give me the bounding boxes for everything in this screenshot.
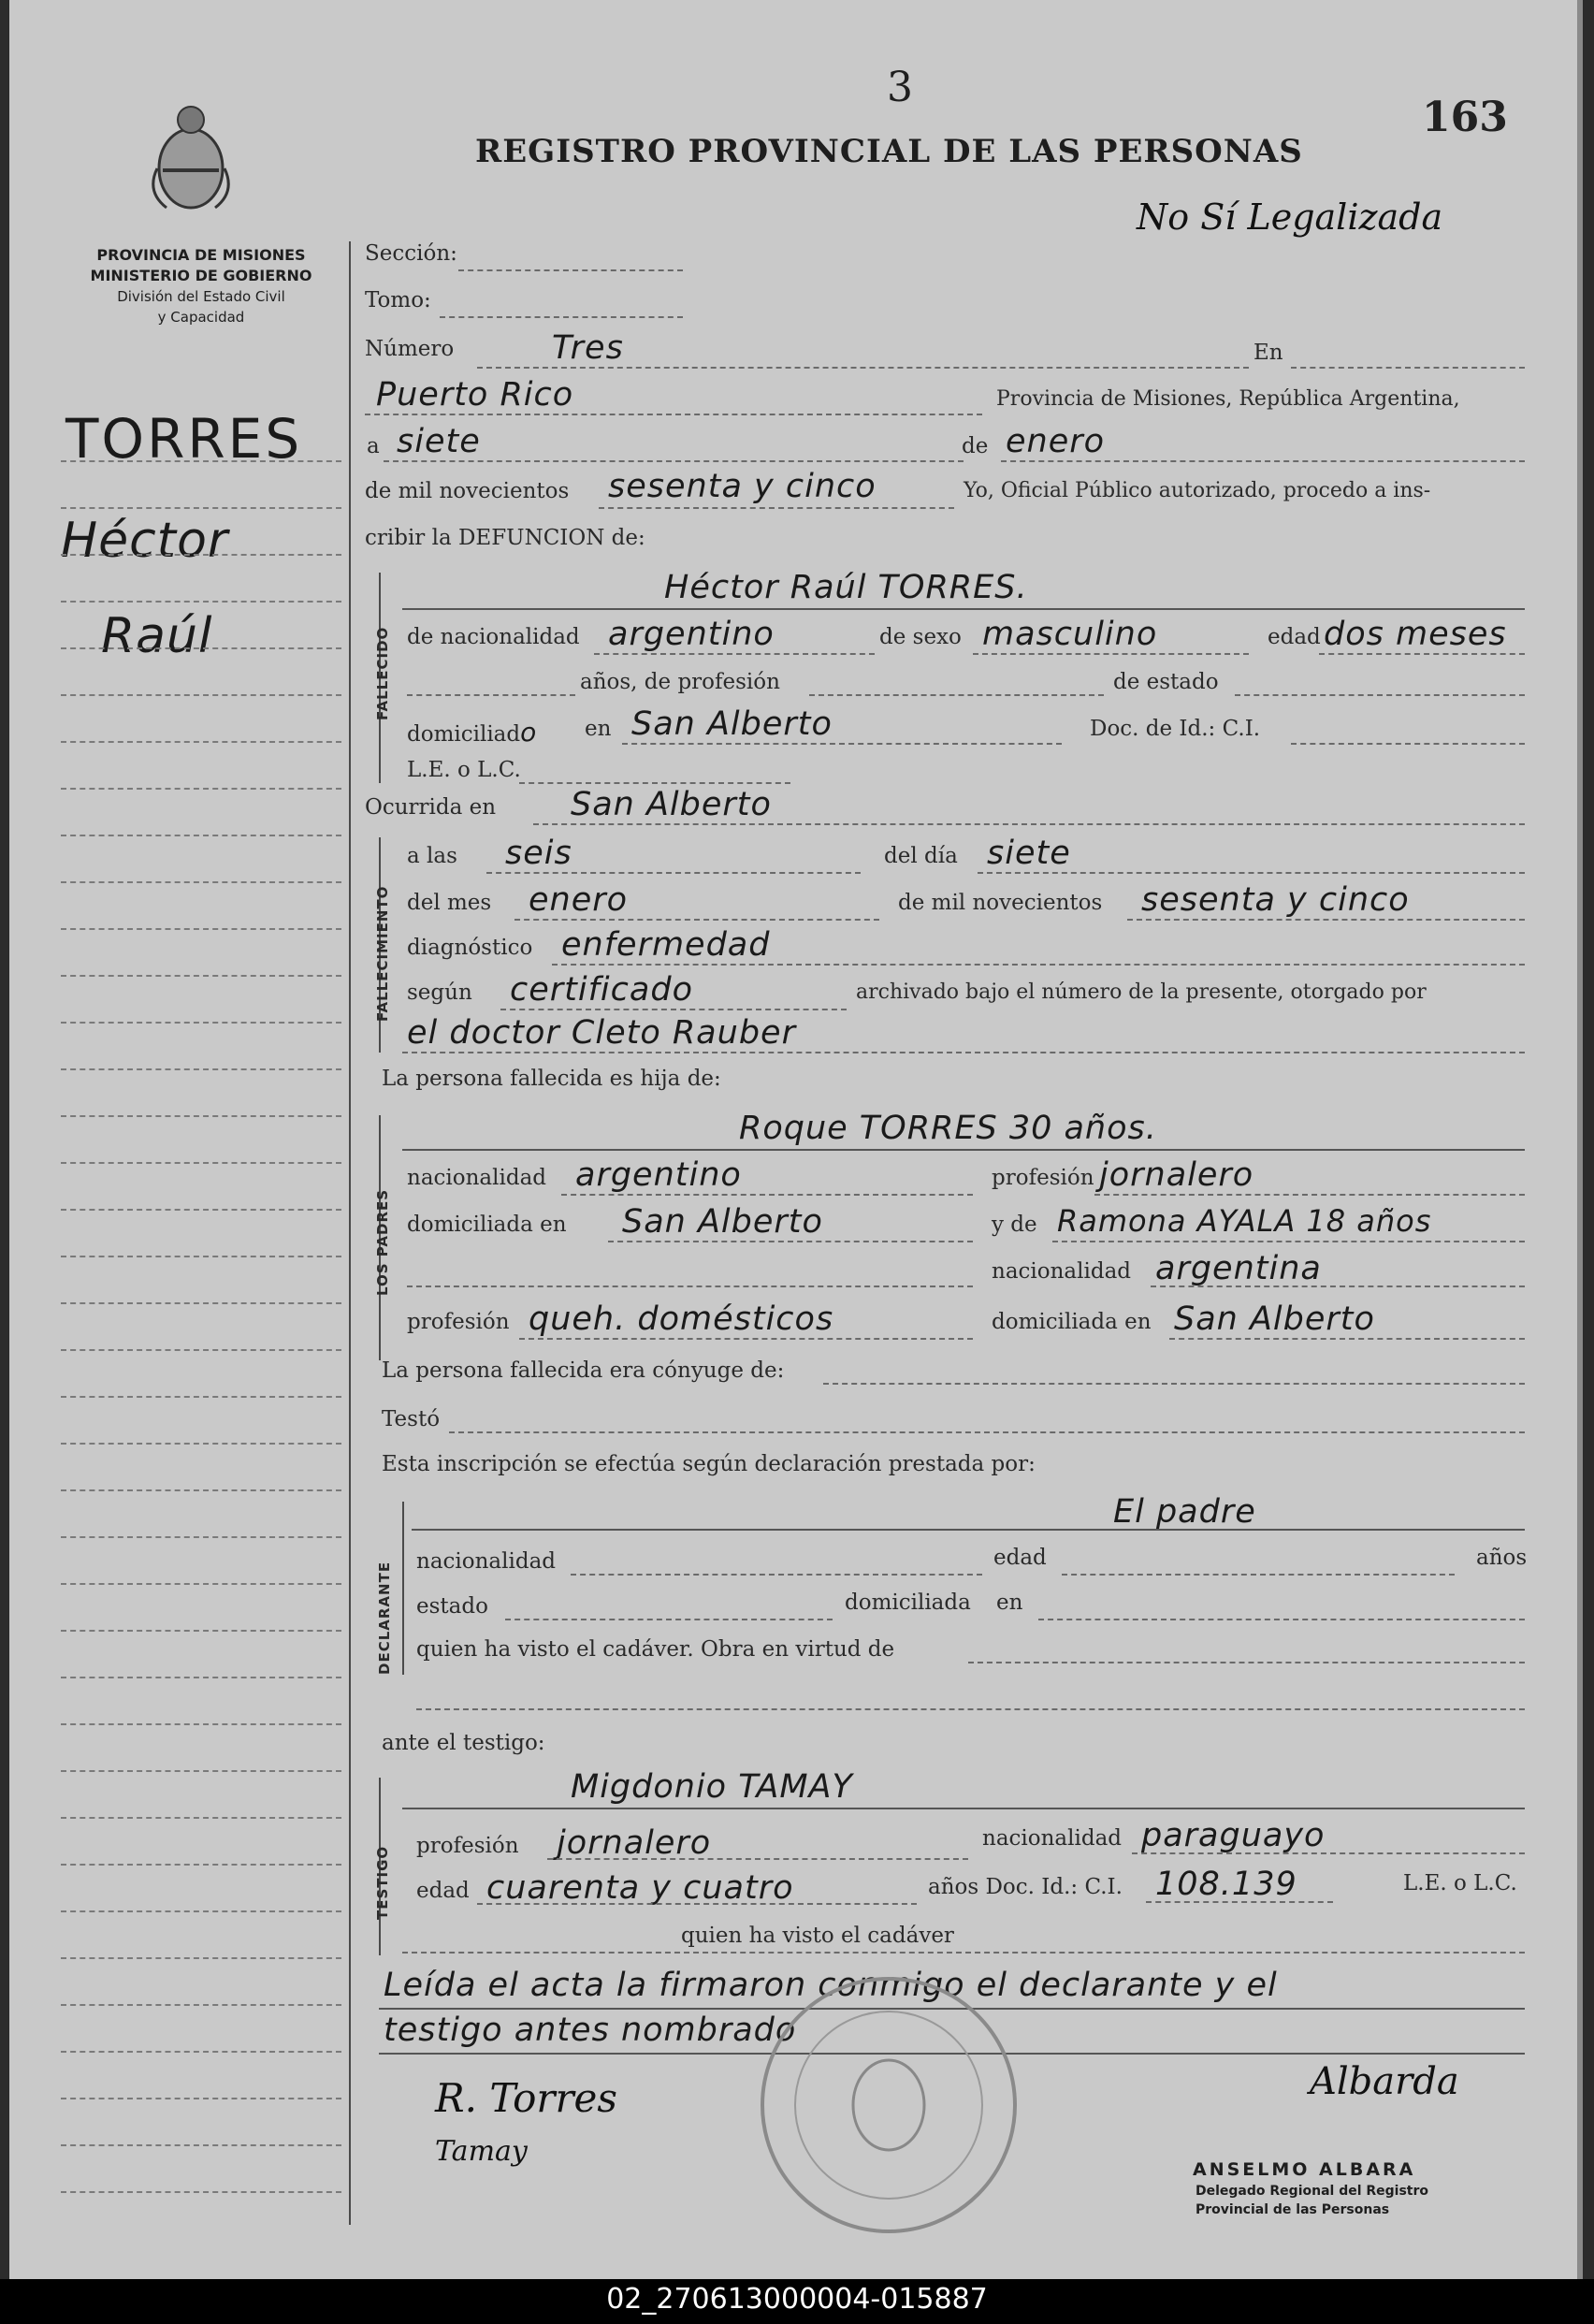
rule: [402, 608, 1525, 610]
testigo-name: Migdonio TAMAY: [571, 1768, 853, 1806]
margin-rule: [61, 741, 341, 743]
padre-nac-label: nacionalidad: [407, 1166, 547, 1190]
declarante-anos-label: años: [1476, 1546, 1528, 1570]
oficial-text: Yo, Oficial Público autorizado, procedo a ins-: [964, 479, 1431, 502]
margin-rule: [61, 1022, 341, 1024]
rule: [384, 460, 964, 462]
fallecimiento-side-label: FALLECIMIENTO: [374, 885, 391, 1022]
margin-name2: Raúl: [101, 608, 213, 664]
rule: [477, 367, 1249, 369]
testigo-doc-value: 108.139: [1155, 1866, 1297, 1903]
margin-rule: [61, 1817, 341, 1819]
rule: [1127, 919, 1525, 921]
ministry-block: [51, 245, 351, 327]
ministry-line: División del Estado Civil: [117, 288, 285, 305]
declarante-estado-label: estado: [416, 1594, 488, 1619]
margin-rule: [61, 1443, 341, 1445]
rule: [533, 823, 1525, 825]
madre-nac-value: argentina: [1155, 1250, 1322, 1287]
margin-rule: [61, 1957, 341, 1959]
rule: [449, 1431, 1525, 1433]
margin-rule: [61, 2098, 341, 2099]
margin-rule: [61, 1630, 341, 1632]
padre-dom-label: domiciliada en: [407, 1213, 567, 1237]
rule: [547, 1858, 968, 1860]
margin-rule: [61, 928, 341, 930]
corner-mark: 163: [1422, 94, 1508, 141]
rule: [477, 1903, 917, 1905]
testigo-nac-value: paraguayo: [1141, 1817, 1326, 1854]
seccion-label: Sección:: [365, 241, 457, 266]
rule: [486, 872, 861, 874]
le-label: L.E. o L.C.: [407, 758, 521, 782]
rule: [1052, 1241, 1525, 1242]
rule: [402, 1808, 1525, 1809]
ministry-line: PROVINCIA DE MISIONES: [96, 246, 306, 264]
padre-value: Roque TORRES 30 años.: [739, 1110, 1157, 1147]
margin-rule: [61, 1723, 341, 1725]
mil-label: de mil novecientos: [365, 479, 570, 503]
closing-line1: Leída el acta la firmaron conmigo el declarante y el: [384, 1967, 1278, 2004]
place-value: Puerto Rico: [376, 376, 574, 414]
margin-rule: [61, 1068, 341, 1070]
margin-rule: [61, 1256, 341, 1257]
testigo-doc-label: años Doc. Id.: C.I.: [928, 1875, 1123, 1899]
official-seal-icon: [748, 1965, 1029, 2245]
signature-tamay: Tamay: [435, 2135, 528, 2168]
declarante-value: El padre: [1113, 1493, 1256, 1531]
rule: [519, 782, 790, 784]
margin-rule: [61, 601, 341, 603]
rule: [407, 694, 575, 696]
numero-label: Número: [365, 337, 455, 361]
diagnostico-value: enfermedad: [561, 926, 771, 964]
doctor-value: el doctor Cleto Rauber: [407, 1014, 796, 1052]
declarante-edad-label: edad: [993, 1546, 1047, 1570]
rule: [1169, 1338, 1525, 1340]
testigo-le-label: L.E. o L.C.: [1403, 1871, 1517, 1896]
margin-rule: [61, 2004, 341, 2006]
margin-name1: Héctor: [61, 513, 229, 569]
padre-nac-value: argentino: [575, 1156, 742, 1194]
archivado-text: archivado bajo el número de la presente, otorgado por: [856, 980, 1427, 1004]
declarante-nac-label: nacionalidad: [416, 1549, 557, 1574]
signature-officer: Albarda: [1310, 2060, 1459, 2103]
margin-rule: [61, 1302, 341, 1304]
testo-label: Testó: [382, 1407, 441, 1431]
rule: [599, 507, 954, 509]
margin-rule: [61, 1396, 341, 1398]
rule: [1151, 1285, 1525, 1287]
mil-label: de mil novecientos: [898, 891, 1103, 915]
rule: [365, 414, 982, 415]
rule: [594, 653, 875, 655]
margin-rule: [61, 1770, 341, 1772]
anio-value: sesenta y cinco: [1141, 881, 1410, 919]
rule: [622, 743, 1062, 745]
rule: [412, 1529, 1525, 1531]
document-title: REGISTRO PROVINCIAL DE LAS PERSONAS: [475, 133, 1303, 170]
madre-dom-label: domiciliada en: [992, 1310, 1152, 1334]
margin-surname: TORRES: [65, 407, 303, 471]
margin-rule: [61, 694, 341, 696]
domiciliado-label-text: domiciliad: [407, 722, 521, 747]
padre-dom-value: San Alberto: [622, 1203, 823, 1241]
main-border: [349, 241, 351, 2225]
margin-rule: [61, 835, 341, 836]
madre-dom-value: San Alberto: [1174, 1300, 1375, 1338]
nacionalidad-value: argentino: [608, 616, 775, 653]
domiciliado-suffix: o: [520, 717, 538, 748]
rule: [809, 694, 1104, 696]
sexo-label: de sexo: [879, 625, 962, 649]
madre-value: Ramona AYALA 18 años: [1057, 1203, 1432, 1239]
ocurrida-label: Ocurrida en: [365, 795, 497, 820]
margin-rule: [61, 1677, 341, 1678]
diagnostico-label: diagnóstico: [407, 936, 533, 960]
tomo-label: Tomo:: [365, 288, 431, 312]
yde-label: y de: [992, 1213, 1037, 1237]
margin-rule: [61, 788, 341, 790]
hora-value: seis: [505, 835, 572, 872]
rule: [514, 919, 879, 921]
de-label: de: [962, 434, 989, 458]
a-las-label: a las: [407, 844, 457, 868]
rule: [1001, 460, 1525, 462]
declarante-dom-label: domiciliada: [845, 1590, 971, 1615]
margin-rule: [61, 507, 341, 509]
officer-role2: Provincial de las Personas: [1196, 2202, 1390, 2217]
rule: [1291, 743, 1525, 745]
declarante-visto-text: quien ha visto el cadáver. Obra en virtud de: [416, 1637, 895, 1662]
deceased-name: Héctor Raúl TORRES.: [664, 569, 1028, 606]
mes-label: del mes: [407, 891, 492, 915]
rule: [1291, 367, 1525, 369]
numero-value: Tres: [552, 329, 624, 367]
testigo-edad-value: cuarenta y cuatro: [486, 1869, 794, 1907]
margin-rule: [61, 1583, 341, 1585]
ocurrida-value: San Alberto: [571, 786, 772, 823]
rule: [1062, 1574, 1455, 1576]
rule: [1235, 694, 1525, 696]
officer-role1: Delegado Regional del Registro: [1196, 2184, 1429, 2199]
testigo-edad-label: edad: [416, 1879, 470, 1903]
edad-label: edad: [1268, 625, 1321, 649]
padres-intro: La persona fallecida es hija de:: [382, 1067, 721, 1091]
margin-rule: [61, 2191, 341, 2193]
rule: [440, 316, 683, 318]
madre-nac-label: nacionalidad: [992, 1259, 1132, 1284]
declaracion-text: Esta inscripción se efectúa según declaración prestada por:: [382, 1452, 1036, 1476]
sexo-value: masculino: [982, 616, 1158, 653]
rule: [416, 1708, 1525, 1710]
month-value: enero: [1006, 423, 1106, 460]
margin-rule: [61, 1489, 341, 1491]
margin-rule: [61, 554, 341, 556]
officer-name: ANSELMO ALBARA: [1193, 2159, 1416, 2180]
testigo-visto-text: quien ha visto el cadáver: [681, 1924, 954, 1948]
segun-value: certificado: [510, 971, 693, 1009]
rule: [402, 1149, 1525, 1151]
rule: [402, 1952, 1525, 1954]
ministry-line: y Capacidad: [157, 309, 245, 326]
madre-prof-label: profesión: [407, 1310, 510, 1334]
rule: [1132, 1852, 1525, 1854]
margin-rule: [61, 1115, 341, 1117]
edad-value: dos meses: [1324, 616, 1507, 653]
en-label: En: [1253, 341, 1283, 365]
rule: [1094, 1194, 1525, 1196]
margin-rule: [61, 1864, 341, 1866]
rule: [561, 1194, 973, 1196]
margin-rule: [61, 1162, 341, 1164]
padre-prof-value: jornalero: [1099, 1156, 1254, 1194]
rule: [1319, 653, 1525, 655]
ministry-line: MINISTERIO DE GOBIERNO: [90, 267, 312, 284]
rule: [407, 1285, 973, 1287]
page-number: 3: [887, 64, 913, 111]
margin-rule: [61, 1910, 341, 1912]
cribir-text: cribir la DEFUNCION de:: [365, 526, 645, 550]
margin-rule: [61, 1536, 341, 1538]
profesion-label: años, de profesión: [580, 670, 780, 694]
madre-prof-value: queh. domésticos: [529, 1300, 834, 1338]
margin-rule: [61, 2144, 341, 2146]
ante-label: ante el testigo:: [382, 1731, 545, 1755]
rule: [500, 1009, 847, 1010]
segun-label: según: [407, 980, 472, 1005]
footer-image-id: 02_270613000004-015887: [606, 2283, 988, 2316]
testigo-side-label: TESTIGO: [374, 1845, 391, 1920]
rule: [978, 872, 1525, 874]
rule: [973, 653, 1249, 655]
rule: [823, 1383, 1525, 1385]
testigo-nac-label: nacionalidad: [982, 1826, 1123, 1851]
margin-rule: [61, 1349, 341, 1351]
domicilio-value: San Alberto: [631, 705, 833, 743]
conyuge-label: La persona fallecida era cónyuge de:: [382, 1358, 785, 1383]
margin-rule: [61, 2051, 341, 2053]
dia-value: siete: [987, 835, 1071, 872]
doc-label: Doc. de Id.: C.I.: [1090, 717, 1261, 741]
rule: [1038, 1619, 1525, 1620]
day-value: siete: [397, 423, 481, 460]
signature-torres: R. Torres: [435, 2075, 617, 2121]
margin-rule: [61, 975, 341, 977]
rule: [571, 1574, 982, 1576]
rule: [968, 1662, 1525, 1663]
rule: [458, 269, 683, 271]
closing-line2: testigo antes nombrado: [384, 2012, 797, 2049]
testigo-prof-label: profesión: [416, 1834, 519, 1858]
margin-rule: [61, 881, 341, 883]
padre-prof-label: profesión: [992, 1166, 1094, 1190]
margin-rule: [61, 647, 341, 649]
mes-value: enero: [529, 881, 629, 919]
block-border: [402, 1502, 404, 1675]
status-stamp: No Sí Legalizada: [1137, 196, 1443, 238]
nacionalidad-label: de nacionalidad: [407, 625, 580, 649]
rule: [1146, 1901, 1333, 1903]
rule: [608, 1241, 973, 1242]
rule: [552, 964, 1525, 966]
domiciliado-label: [407, 717, 537, 748]
a-label: a: [367, 434, 380, 458]
year-value: sesenta y cinco: [608, 468, 877, 505]
coat-of-arms-icon: [148, 103, 234, 215]
declarante-en-label: en: [996, 1590, 1023, 1615]
estado-label: de estado: [1113, 670, 1219, 694]
en-label: en: [585, 717, 612, 741]
testigo-prof-value: jornalero: [557, 1824, 712, 1862]
declarante-side-label: DECLARANTE: [376, 1561, 393, 1675]
rule: [505, 1619, 833, 1620]
fallecido-side-label: FALLECIDO: [374, 626, 391, 720]
rule: [519, 1338, 973, 1340]
padres-side-label: LOS PADRES: [374, 1188, 391, 1296]
document-page: [9, 0, 1583, 2279]
margin-rule: [61, 460, 341, 462]
province-text: Provincia de Misiones, República Argentina,: [996, 387, 1460, 411]
rule: [402, 1052, 1525, 1053]
margin-rule: [61, 1209, 341, 1211]
dia-label: del día: [884, 844, 958, 868]
